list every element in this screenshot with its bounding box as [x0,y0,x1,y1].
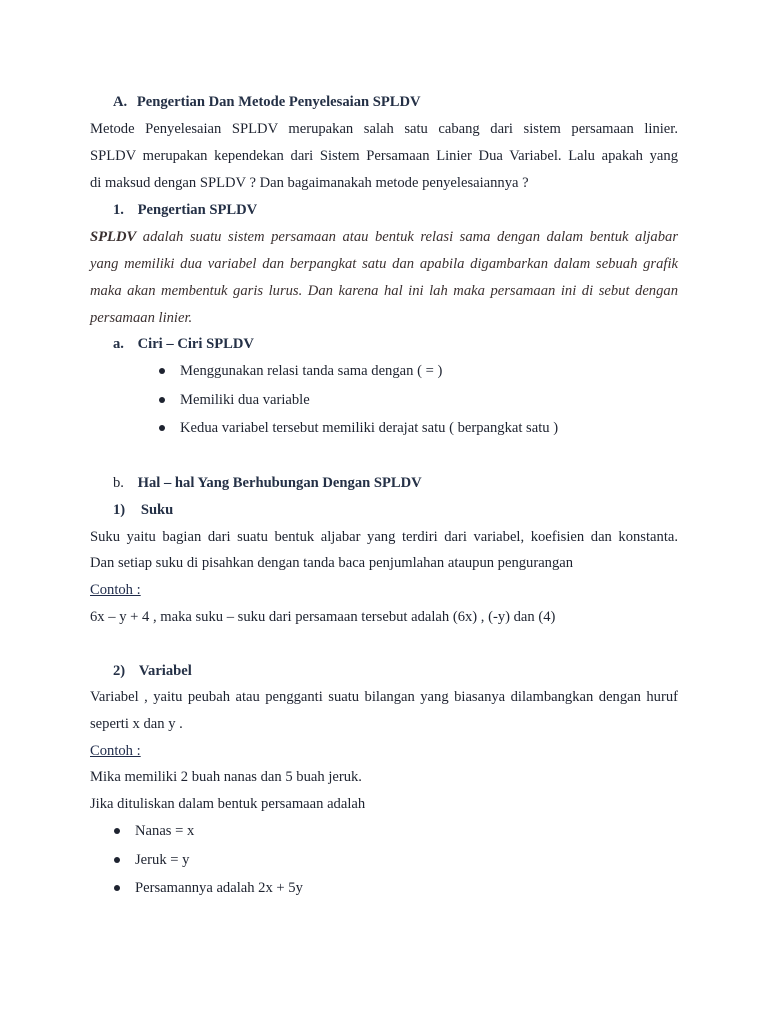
suku-line-2: Dan setiap suku di pisahkan dengan tanda baca penjumlahan ataupun pengurangan [90,555,574,571]
variabel-marker: 2) [113,663,126,679]
bullet-icon [114,885,120,891]
intro-line-1: Metode Penyelesaian SPLDV merupakan salah satu cabang dari sistem persamaan linier. [90,121,678,137]
definition-text-1: adalah suatu sistem persamaan atau bentuk relasi sama dengan dalam bentuk aljabar [136,229,678,245]
variabel-item-1: Nanas = x [135,823,195,839]
variabel-line-1: Variabel , yaitu peubah atau pengganti suatu bilangan yang biasanya dilambangkan dengan huruf [90,689,678,705]
suku-marker: 1) [113,502,126,518]
suku-title: Suku [140,502,174,518]
definition-line-1 [90,227,678,247]
suku-heading [113,500,173,520]
variabel-title: Variabel [138,663,192,679]
variabel-line-2: seperti x dan y . [90,716,183,732]
variabel-example-label: Contoh : [90,743,141,759]
definition-term: SPLDV [90,229,137,245]
ciri-marker: a. [113,336,124,352]
definition-line-4: persamaan linier. [90,310,193,326]
definition-line-2: yang memiliki dua variabel dan berpangkat satu dan apabila digambarkan dalam sebuah grafik [90,256,678,272]
intro-line-3: di maksud dengan SPLDV ? Dan bagaimanakah metode penyelesaiannya ? [90,175,529,191]
bullet-icon [114,857,120,863]
hal-heading [113,473,422,493]
variabel-example-line-1: Mika memiliki 2 buah nanas dan 5 buah jeruk. [90,769,362,785]
variabel-example-line-2: Jika dituliskan dalam bentuk persamaan adalah [90,796,366,812]
bullet-icon [159,368,165,374]
definition-line-3: maka akan membentuk garis lurus. Dan karena hal ini lah maka persamaan ini di sebut dengan [90,283,678,299]
variabel-item-2: Jeruk = y [135,852,190,868]
suku-example: 6x – y + 4 , maka suku – suku dari persamaan tersebut adalah (6x) , (-y) dan (4) [90,609,556,625]
ciri-heading [113,334,254,354]
suku-example-label: Contoh : [90,582,141,598]
section-a-title: Pengertian Dan Metode Penyelesaian SPLDV [136,94,421,110]
section-a-heading [113,92,421,112]
ciri-item-3: Kedua variabel tersebut memiliki derajat satu ( berpangkat satu ) [180,420,559,436]
bullet-icon [159,397,165,403]
suku-line-1: Suku yaitu bagian dari suatu bentuk aljabar yang terdiri dari variabel, koefisien dan konstanta. [90,529,678,545]
bullet-icon [159,425,165,431]
ciri-item-1: Menggunakan relasi tanda sama dengan ( = ) [180,363,443,379]
variabel-heading [113,661,192,681]
hal-marker: b. [113,475,124,491]
subsection-1-title: Pengertian SPLDV [137,202,258,218]
section-a-marker: A. [113,94,128,110]
ciri-item-2: Memiliki dua variable [180,392,310,408]
subsection-1-heading [113,200,257,220]
bullet-icon [114,828,120,834]
subsection-1-marker: 1. [113,202,124,218]
variabel-item-3: Persamannya adalah 2x + 5y [135,880,303,896]
intro-line-2: SPLDV merupakan kependekan dari Sistem Persamaan Linier Dua Variabel. Lalu apakah yang [90,148,678,164]
hal-title: Hal – hal Yang Berhubungan Dengan SPLDV [137,475,422,491]
ciri-title: Ciri – Ciri SPLDV [137,336,254,352]
